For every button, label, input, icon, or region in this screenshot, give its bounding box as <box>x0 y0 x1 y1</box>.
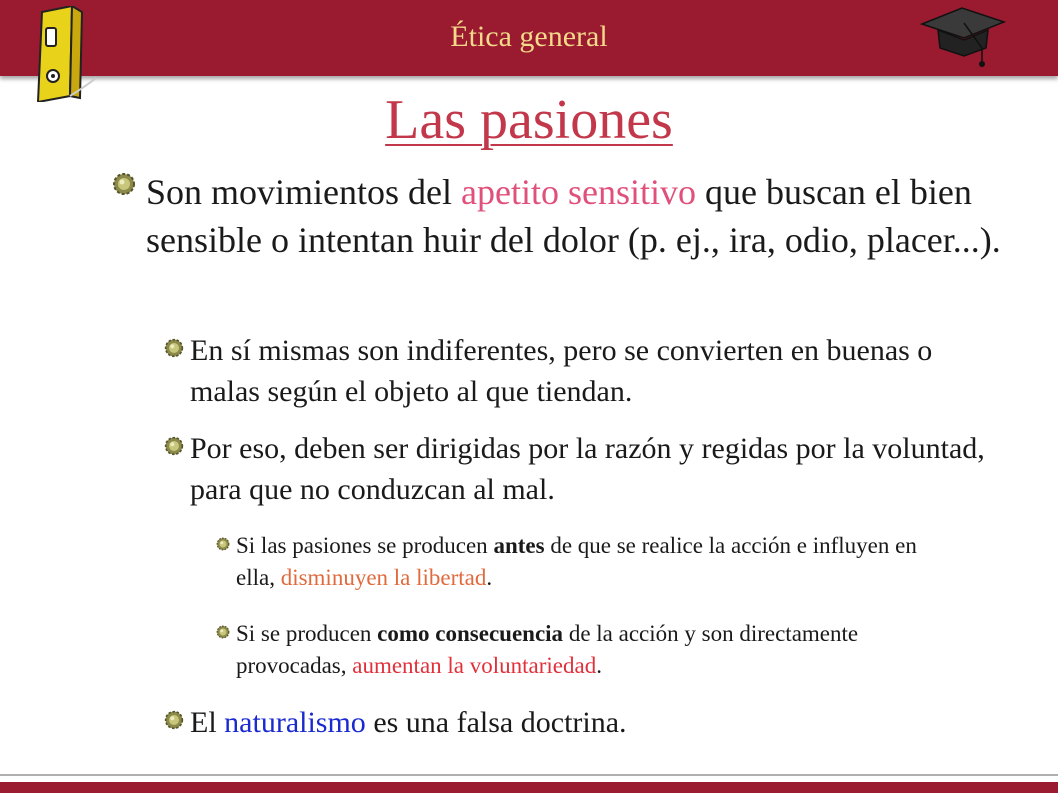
bullet-text: que buscan el bien sensible o intentan huir del dolor (p. ej., ira, odio, placer...). <box>146 172 1001 260</box>
bullet-level1-passions <box>146 168 1006 264</box>
gear-bullet-icon <box>164 338 184 358</box>
gear-bullet-icon <box>216 537 230 551</box>
bullet-text: El <box>190 706 225 739</box>
slide-title: Las pasiones <box>385 89 673 151</box>
emphasis-consecuencia: como consecuencia <box>377 621 564 646</box>
bullet-text: de la acción y son directamente provocadas, <box>236 621 859 678</box>
bullet-level2-naturalism <box>190 702 1000 743</box>
highlight-naturalismo: naturalismo <box>224 706 366 739</box>
bullet-level3-before <box>236 530 956 594</box>
header-title: Ética general <box>450 20 608 53</box>
highlight-apetito-sensitivo: apetito sensitivo <box>461 172 696 212</box>
bullet-text: Por eso, deben ser dirigidas por la razón y regidas por la voluntad, para que no conduzcan al mal. <box>190 432 985 506</box>
bullet-text: Si se producen <box>236 621 378 646</box>
bullet-text: En sí mismas son indiferentes, pero se convierten en buenas o malas según el objeto al que tiendan. <box>190 334 933 408</box>
gear-bullet-icon <box>112 172 136 196</box>
gear-bullet-icon <box>164 436 184 456</box>
footer-divider <box>0 774 1058 776</box>
bullet-level2-reason <box>190 428 1000 510</box>
gear-bullet-icon <box>164 710 184 730</box>
highlight-aumentan: aumentan la voluntariedad <box>352 653 597 678</box>
bullet-text: . <box>596 653 602 678</box>
bullet-level3-consequence <box>236 618 956 682</box>
highlight-disminuyen: disminuyen la libertad <box>280 565 487 590</box>
bullet-text: Son movimientos del <box>146 172 461 212</box>
bullet-text: de que se realice la acción e influyen en ella, <box>236 533 917 590</box>
bullet-text: Si las pasiones se producen <box>236 533 494 558</box>
bullet-level2-indifferent <box>190 330 1000 412</box>
gear-bullet-icon <box>216 625 230 639</box>
bullet-text: es una falsa doctrina. <box>365 706 627 739</box>
bullet-text: . <box>486 565 493 590</box>
footer-bar <box>0 782 1058 793</box>
emphasis-antes: antes <box>493 533 545 558</box>
